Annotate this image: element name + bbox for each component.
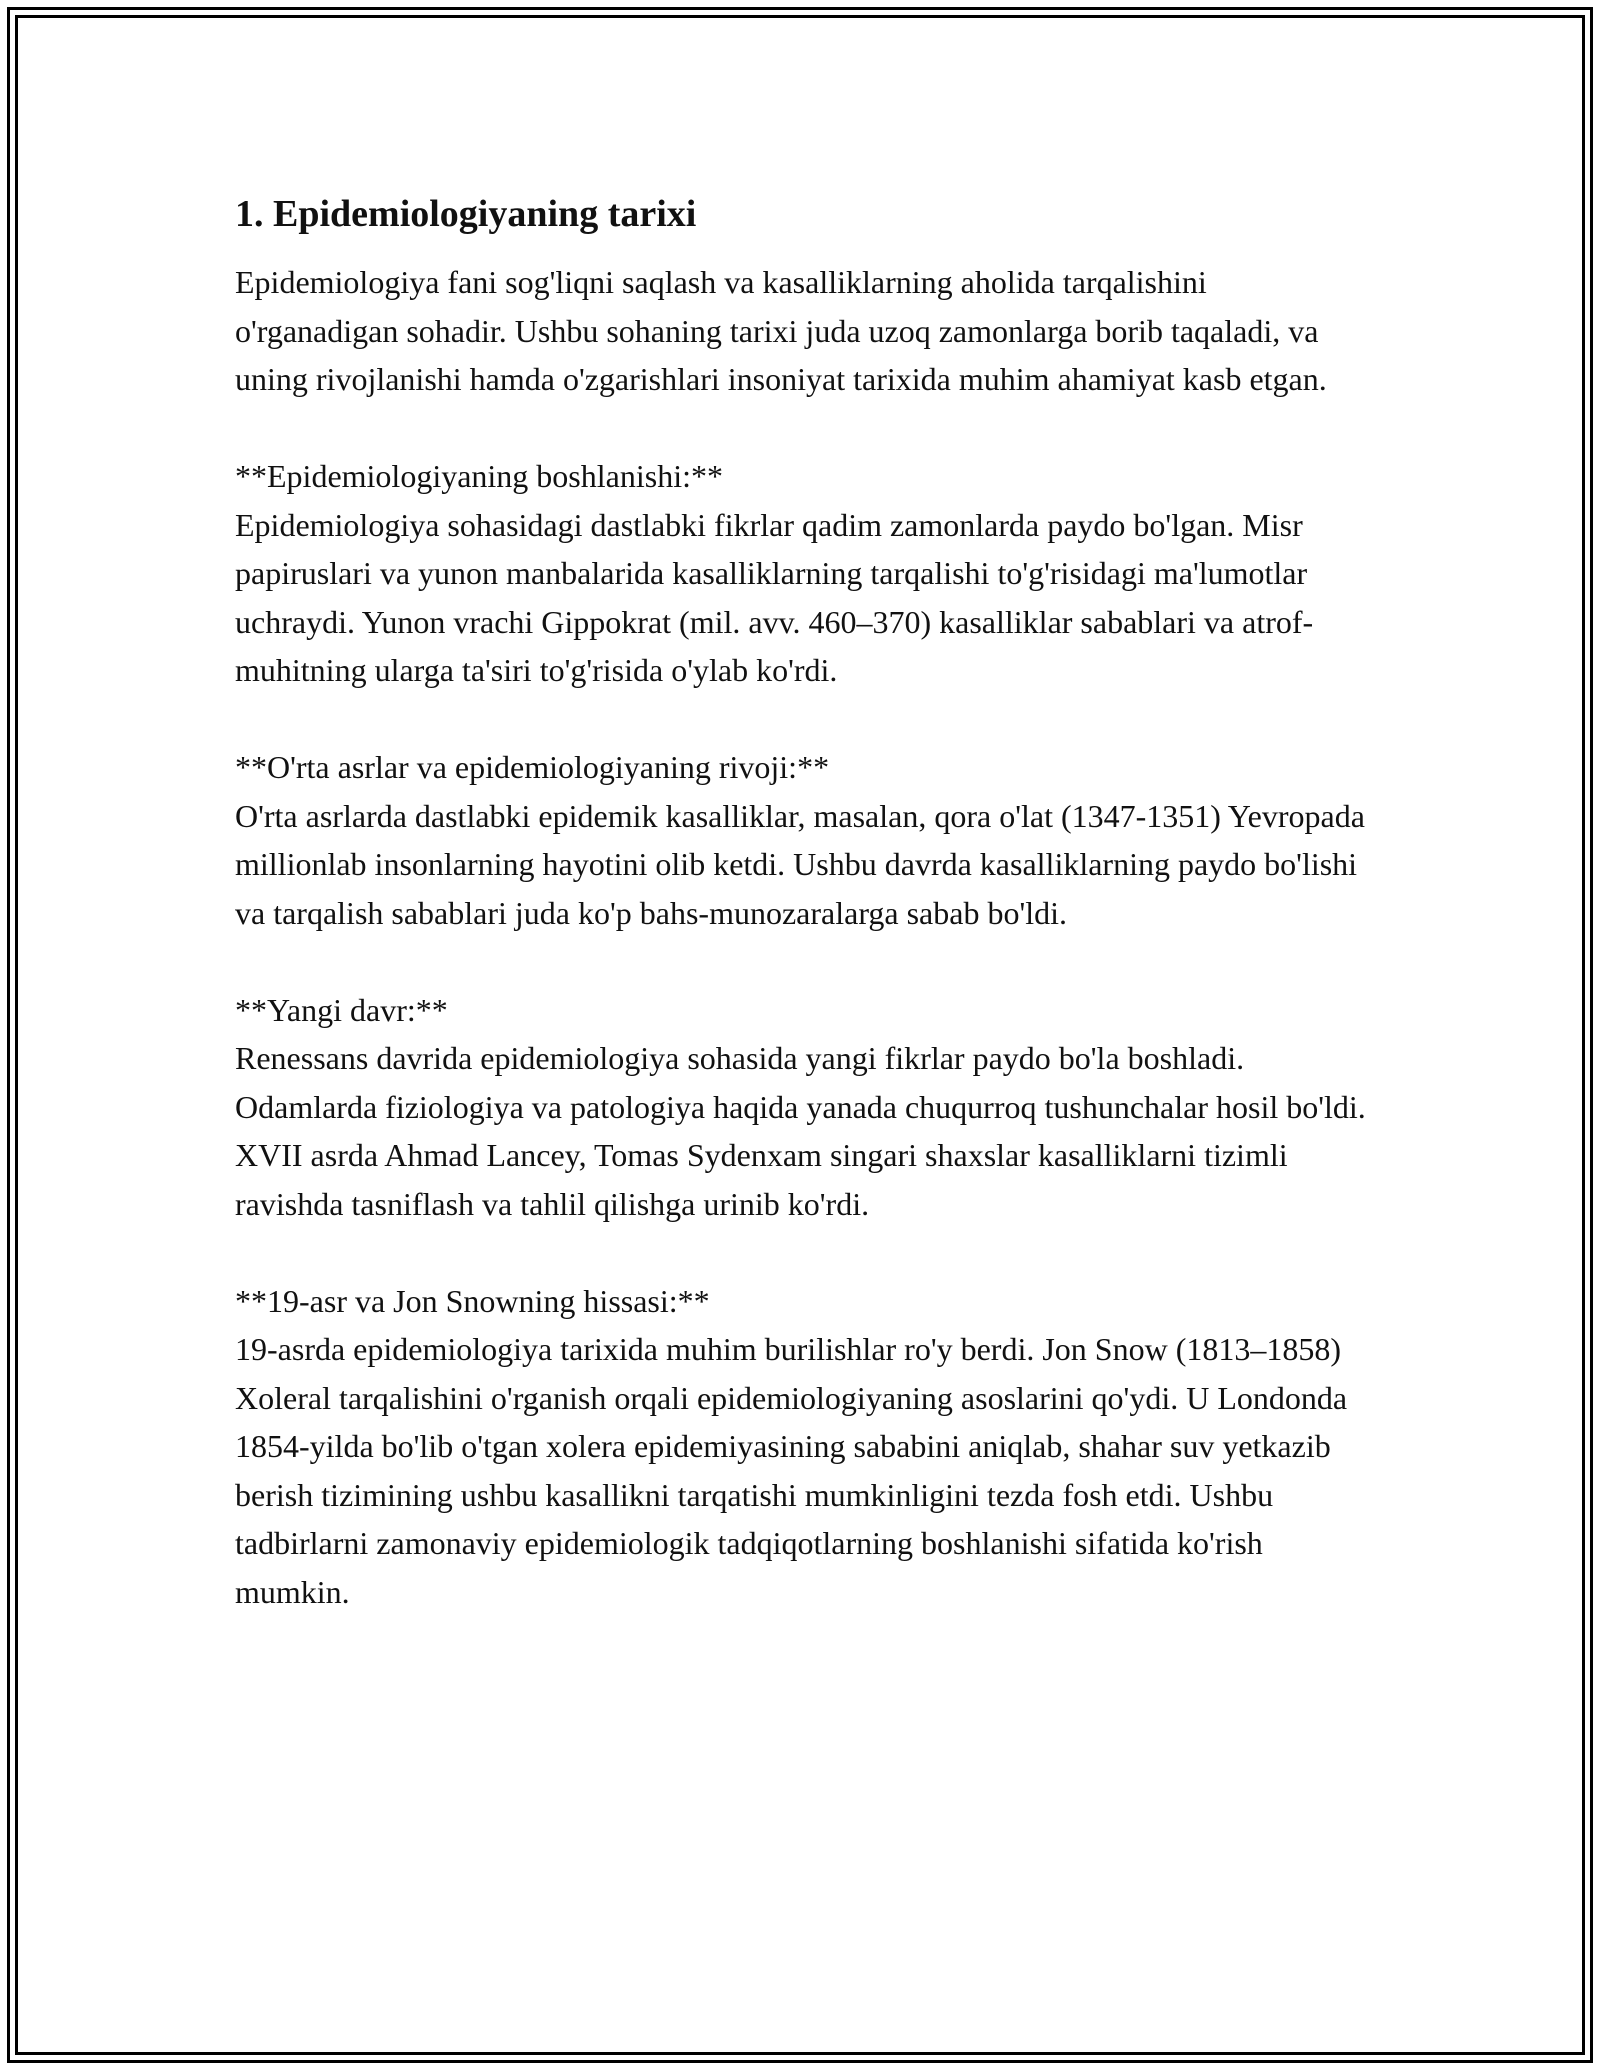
section-text: Epidemiologiya sohasidagi dastlabki fikrlar qadim zamonlarda paydo bo'lgan. Misr papiruslari va yunon manbalarida kasalliklarning tarqalishi to'g'risidagi ma'lumotlar uchraydi. Yunon vrachi Gippokrat (mil. avv. 460–370) kasalliklar sabablari va atrof-muhitning ularga ta'siri to'g'risida o'ylab ko'rdi. — [235, 506, 1314, 688]
section-middle-ages — [235, 743, 1375, 937]
section-text: 19-asrda epidemiologiya tarixida muhim burilishlar ro'y berdi. Jon Snow (1813–1858) Xoleral tarqalishini o'rganish orqali epidemiologiyaning asoslarini qo'ydi. U Londonda 1854-yilda bo'lib o'tgan xolera epidemiyasining sababini aniqlab, shahar suv yetkazib berish tizimining ushbu kasallikni tarqatishi mumkinligini tezda fosh etdi. Ushbu tadbirlarni zamonaviy epidemiologik tadqiqotlarning boshlanishi sifatida ko'rish mumkin. — [235, 1331, 1348, 1610]
document-title: 1. Epidemiologiyaning tarixi — [235, 193, 697, 235]
section-heading: **19-asr va Jon Snowning hissasi:** — [235, 1282, 710, 1319]
section-heading: **O'rta asrlar va epidemiologiyaning rivoji:** — [235, 749, 830, 785]
intro-paragraph: Epidemiologiya fani sog'liqni saqlash va kasalliklarning aholida tarqalishini o'rganadigan sohadir. Ushbu sohaning tarixi juda uzoq zamonlarga borib taqaladi, va uning rivojlanishi hamda o'zgarishlari insoniyat tarixida muhim ahamiyat kasb etgan. — [235, 264, 1327, 397]
section-epidemiology-beginnings — [235, 452, 1375, 695]
document-body — [235, 188, 1375, 1665]
section-heading: **Yangi davr:** — [235, 991, 448, 1028]
section-text: Renessans davrida epidemiologiya sohasida yangi fikrlar paydo bo'la boshladi. Odamlarda fiziologiya va patologiya haqida yanada chuqurroq tushunchalar hosil bo'ldi. XVII asrda Ahmad Lancey, Tomas Sydenxam singari shaxslar kasalliklarni tizimli ravishda tasniflash va tahlil qilishga urinib ko'rdi. — [235, 1040, 1366, 1222]
section-text: O'rta asrlarda dastlabki epidemik kasalliklar, masalan, qora o'lat (1347-1351) Yevropada millionlab insonlarning hayotini olib ketdi. Ushbu davrda kasalliklarning paydo bo'lishi va tarqalish sabablari juda ko'p bahs-munozaralarga sabab bo'ldi. — [235, 797, 1365, 931]
section-new-era — [235, 986, 1375, 1229]
section-heading: **Epidemiologiyaning boshlanishi:** — [235, 458, 723, 494]
section-19th-century-john-snow — [235, 1277, 1375, 1617]
